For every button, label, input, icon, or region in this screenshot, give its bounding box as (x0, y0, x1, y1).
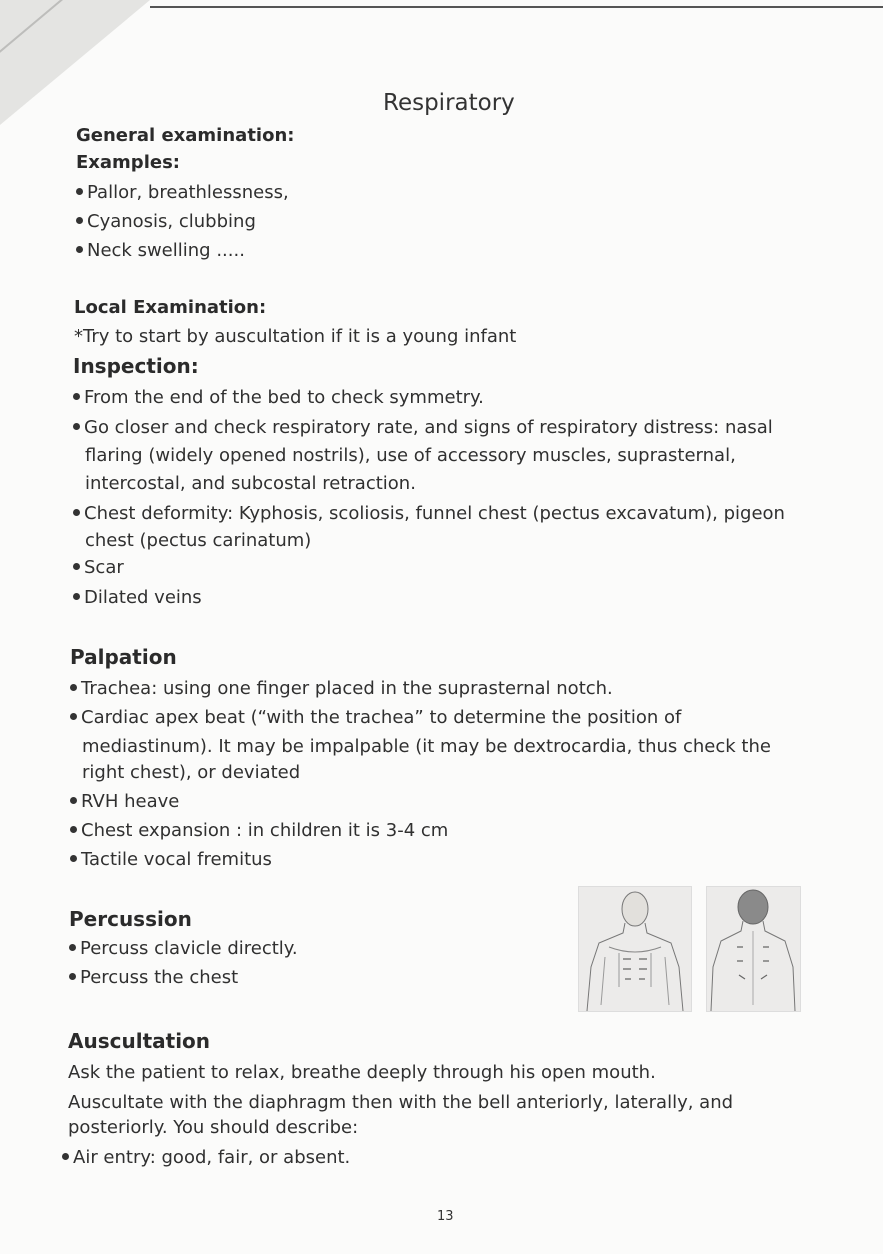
list-item: Scar (73, 557, 124, 578)
list-item-continuation: chest (pectus carinatum) (85, 530, 312, 551)
bullet-icon (76, 246, 83, 253)
bullet-icon (73, 423, 80, 430)
list-item: Air entry: good, fair, or absent. (62, 1147, 350, 1168)
bullet-icon (70, 684, 77, 691)
auscultation-text-line: Auscultate with the diaphragm then with the bell anteriorly, laterally, and (68, 1092, 734, 1113)
list-item: Percuss the chest (69, 967, 238, 988)
list-item: RVH heave (70, 791, 179, 812)
bullet-icon (69, 973, 76, 980)
bullet-icon (70, 826, 77, 833)
local-examination-heading: Local Examination: (74, 297, 267, 318)
bullet-icon (76, 188, 83, 195)
bullet-icon (73, 509, 80, 516)
page-corner-fold (0, 0, 150, 125)
page-title: Respiratory (383, 90, 515, 116)
chest-front-drawing (579, 887, 691, 1011)
list-item: Chest deformity: Kyphosis, scoliosis, funnel chest (pectus excavatum), pigeon (73, 503, 785, 524)
auscultation-text-line: Ask the patient to relax, breathe deeply through his open mouth. (68, 1062, 656, 1083)
examples-label: Examples: (76, 152, 180, 173)
list-item: Trachea: using one finger placed in the suprasternal notch. (70, 678, 613, 699)
bullet-icon (69, 944, 76, 951)
bullet-icon (76, 217, 83, 224)
bullet-icon (70, 713, 77, 720)
chest-back-drawing (707, 887, 800, 1011)
bullet-icon (70, 797, 77, 804)
list-item-continuation: intercostal, and subcostal retraction. (85, 473, 416, 494)
bullet-icon (73, 593, 80, 600)
list-item: Pallor, breathlessness, (76, 182, 289, 203)
palpation-heading: Palpation (70, 645, 177, 669)
general-examination-heading: General examination: (76, 125, 295, 146)
auscultation-text-line: posteriorly. You should describe: (68, 1117, 359, 1138)
top-rule (150, 6, 883, 8)
chest-front-figure (578, 886, 692, 1012)
inspection-heading: Inspection: (73, 354, 199, 378)
list-item-continuation: right chest), or deviated (82, 762, 301, 783)
list-item: From the end of the bed to check symmetry. (73, 387, 484, 408)
list-item: Go closer and check respiratory rate, and signs of respiratory distress: nasal (73, 417, 773, 438)
auscultation-heading: Auscultation (68, 1029, 211, 1053)
list-item: Percuss clavicle directly. (69, 938, 298, 959)
bullet-icon (70, 855, 77, 862)
list-item: Tactile vocal fremitus (70, 849, 272, 870)
infant-note: *Try to start by auscultation if it is a young infant (74, 326, 517, 347)
bullet-icon (62, 1153, 69, 1160)
list-item: Cardiac apex beat (“with the trachea” to determine the position of (70, 707, 681, 728)
list-item: Chest expansion : in children it is 3-4 cm (70, 820, 448, 841)
bullet-icon (73, 393, 80, 400)
list-item: Neck swelling ..... (76, 240, 245, 261)
percussion-heading: Percussion (69, 907, 192, 931)
list-item: Cyanosis, clubbing (76, 211, 256, 232)
list-item-continuation: flaring (widely opened nostrils), use of accessory muscles, suprasternal, (85, 445, 736, 466)
page-number: 13 (437, 1209, 454, 1224)
list-item-continuation: mediastinum). It may be impalpable (it may be dextrocardia, thus check the (82, 736, 771, 757)
list-item: Dilated veins (73, 587, 202, 608)
chest-back-figure (706, 886, 801, 1012)
bullet-icon (73, 563, 80, 570)
